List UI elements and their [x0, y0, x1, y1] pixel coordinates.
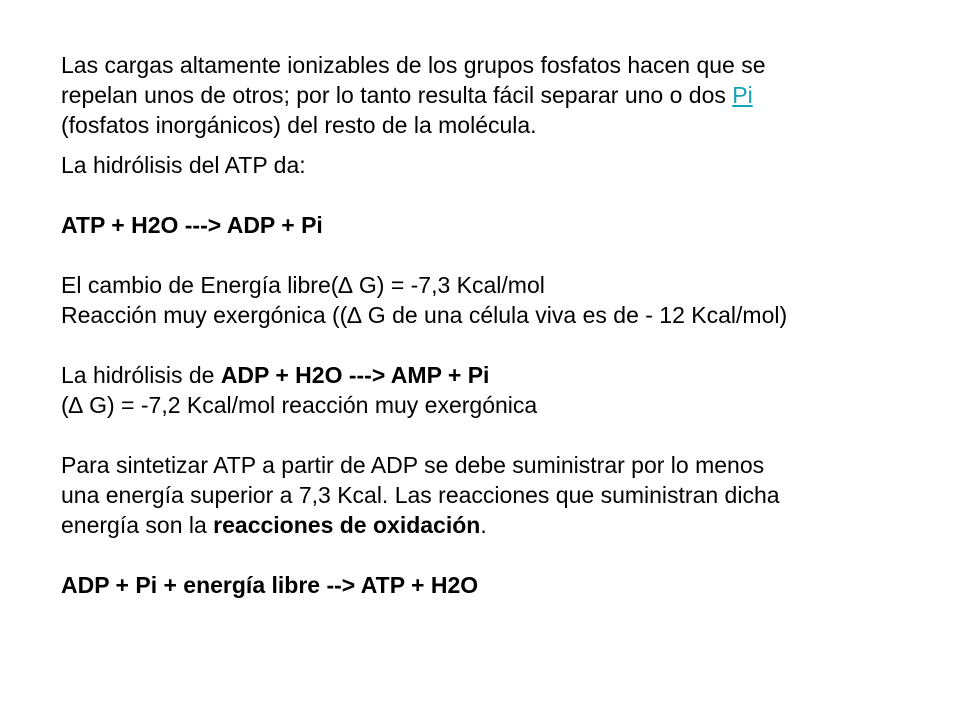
synthesis-line-3: [61, 510, 921, 540]
synthesis-line-3-suffix: .: [480, 512, 487, 538]
adp-hydrolysis-equation: ADP + H2O ---> AMP + Pi: [220, 362, 490, 388]
spacer: [61, 240, 921, 270]
atp-hydrolysis-heading: La hidrólisis del ATP da:: [61, 152, 306, 178]
oxidation-reactions-term: reacciones de oxidación: [213, 512, 481, 538]
spacer: [61, 140, 921, 150]
atp-exergonic-note: Reacción muy exergónica ((∆ G de una célula viva es de - 12 Kcal/mol): [61, 302, 788, 328]
spacer: [61, 180, 921, 210]
synthesis-paragraph: [61, 450, 921, 540]
atp-synthesis-equation: ADP + Pi + energía libre --> ATP + H2O: [61, 572, 479, 598]
intro-line-3: (fosfatos inorgánicos) del resto de la molécula.: [61, 112, 537, 138]
intro-line-1: Las cargas altamente ionizables de los grupos fosfatos hacen que se: [61, 52, 766, 78]
pi-link[interactable]: Pi: [732, 82, 753, 108]
spacer: [61, 540, 921, 570]
slide-body: [61, 50, 921, 600]
adp-hydrolysis-prefix: La hidrólisis de: [61, 362, 221, 388]
synthesis-line-2: una energía superior a 7,3 Kcal. Las reacciones que suministran dicha: [61, 482, 780, 508]
atp-free-energy: El cambio de Energía libre(∆ G) = -7,3 Kcal/mol: [61, 272, 545, 298]
adp-hydrolysis-line: [61, 360, 921, 390]
spacer: [61, 420, 921, 450]
synthesis-line-1: Para sintetizar ATP a partir de ADP se debe suministrar por lo menos: [61, 452, 765, 478]
adp-free-energy: (∆ G) = -7,2 Kcal/mol reacción muy exergónica: [61, 392, 538, 418]
atp-hydrolysis-equation: ATP + H2O ---> ADP + Pi: [61, 212, 323, 238]
synthesis-line-3-prefix: energía son la: [61, 512, 214, 538]
intro-line-2-text: repelan unos de otros; por lo tanto resulta fácil separar uno o dos: [61, 82, 733, 108]
intro-line-2: [61, 80, 921, 110]
spacer: [61, 330, 921, 360]
intro-paragraph: [61, 50, 921, 140]
